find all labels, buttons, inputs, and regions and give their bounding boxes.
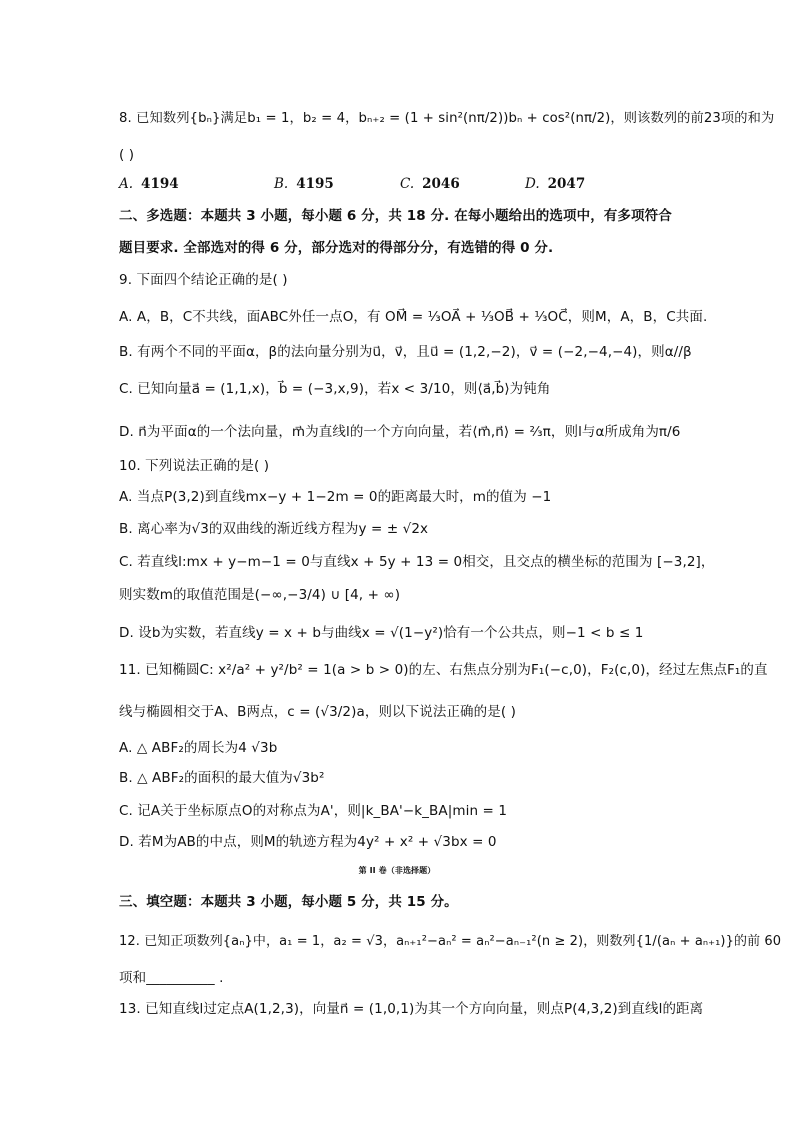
q12-stem-line2: 项和__________ . (119, 970, 224, 986)
q9-option-b: B. 有两个不同的平面α，β的法向量分别为u⃗，v⃗，且u⃗ = (1,2,−2)，v⃗ = (−2,−4,−4)，则α//β (119, 344, 692, 360)
part2-title: 第 II 卷（非选择题） (358, 866, 436, 875)
section2-heading-line1: 二、多选题：本题共 3 小题，每小题 6 分，共 18 分. 在每小题给出的选项中，有多项符合 (119, 208, 672, 224)
q11-option-c: C. 记A关于坐标原点O的对称点为A'，则|k_BA'−k_BA|min = 1 (119, 803, 508, 819)
q9-option-a: A. A，B，C不共线，面ABC外任一点O，有 OM⃗ = ⅓OA⃗ + ⅓OB⃗ + ⅓OC⃗，则M，A，B，C共面. (119, 309, 708, 325)
q8-option-b: B. 4195 (274, 176, 334, 192)
q8-option-d: D. 2047 (525, 176, 586, 192)
q10-option-c-line1: C. 若直线l:mx + y−m−1 = 0与直线x + 5y + 13 = 0相交，且交点的横坐标的范围为 [−3,2]， (119, 554, 715, 570)
q11-option-b: B. △ ABF₂的面积的最大值为√3b² (119, 770, 325, 786)
q10-option-c-line2: 则实数m的取值范围是(−∞,−3/4) ∪ [4, + ∞) (119, 587, 401, 603)
section2-heading-line2: 题目要求. 全部选对的得 6 分，部分选对的得部分分，有选错的得 0 分. (119, 240, 554, 256)
q10-option-d: D. 设b为实数，若直线y = x + b与曲线x = √(1−y²)恰有一个公共点，则−1 < b ≤ 1 (119, 625, 644, 641)
q8-option-a: A. 4194 (119, 176, 179, 192)
q9-stem: 9. 下面四个结论正确的是( ) (119, 272, 288, 288)
q8-options (119, 176, 599, 196)
section3-heading: 三、填空题：本题共 3 小题，每小题 5 分，共 15 分。 (119, 894, 458, 910)
q11-option-d: D. 若M为AB的中点，则M的轨迹方程为4y² + x² + √3bx = 0 (119, 834, 497, 850)
q9-option-d: D. n⃗为平面α的一个法向量，m⃗为直线l的一个方向向量，若⟨m⃗,n⃗⟩ = ⅔π，则l与α所成角为π/6 (119, 424, 681, 440)
q12-stem-line1: 12. 已知正项数列{aₙ}中，a₁ = 1，a₂ = √3，aₙ₊₁²−aₙ² = aₙ²−aₙ₋₁²(n ≥ 2)，则数列{1/(aₙ + aₙ₊₁)}的前 60 (119, 934, 782, 949)
q13-stem-line1: 13. 已知直线l过定点A(1,2,3)，向量n⃗ = (1,0,1)为其一个方向向量，则点P(4,3,2)到直线l的距离 (119, 1001, 704, 1017)
q11-option-a: A. △ ABF₂的周长为4 √3b (119, 740, 278, 756)
q10-stem: 10. 下列说法正确的是( ) (119, 458, 270, 474)
q8-blank: ( ) (119, 147, 135, 163)
q11-stem-line1: 11. 已知椭圆C: x²/a² + y²/b² = 1(a > b > 0)的左、右焦点分别为F₁(−c,0)，F₂(c,0)，经过左焦点F₁的直 (119, 662, 768, 678)
q8-stem: 8. 已知数列{bₙ}满足b₁ = 1，b₂ = 4，bₙ₊₂ = (1 + sin²(nπ/2))bₙ + cos²(nπ/2)，则该数列的前23项的和为 (119, 111, 775, 126)
q8-option-c: C. 2046 (400, 176, 460, 192)
q11-stem-line2: 线与椭圆相交于A、B两点，c = (√3/2)a，则以下说法正确的是( ) (119, 704, 516, 720)
q10-option-b: B. 离心率为√3的双曲线的渐近线方程为y = ± √2x (119, 521, 429, 537)
q9-option-c: C. 已知向量a⃗ = (1,1,x)，b⃗ = (−3,x,9)，若x < 3/10，则⟨a⃗,b⃗⟩为钝角 (119, 381, 551, 397)
q10-option-a: A. 当点P(3,2)到直线mx−y + 1−2m = 0的距离最大时，m的值为 −1 (119, 489, 552, 505)
